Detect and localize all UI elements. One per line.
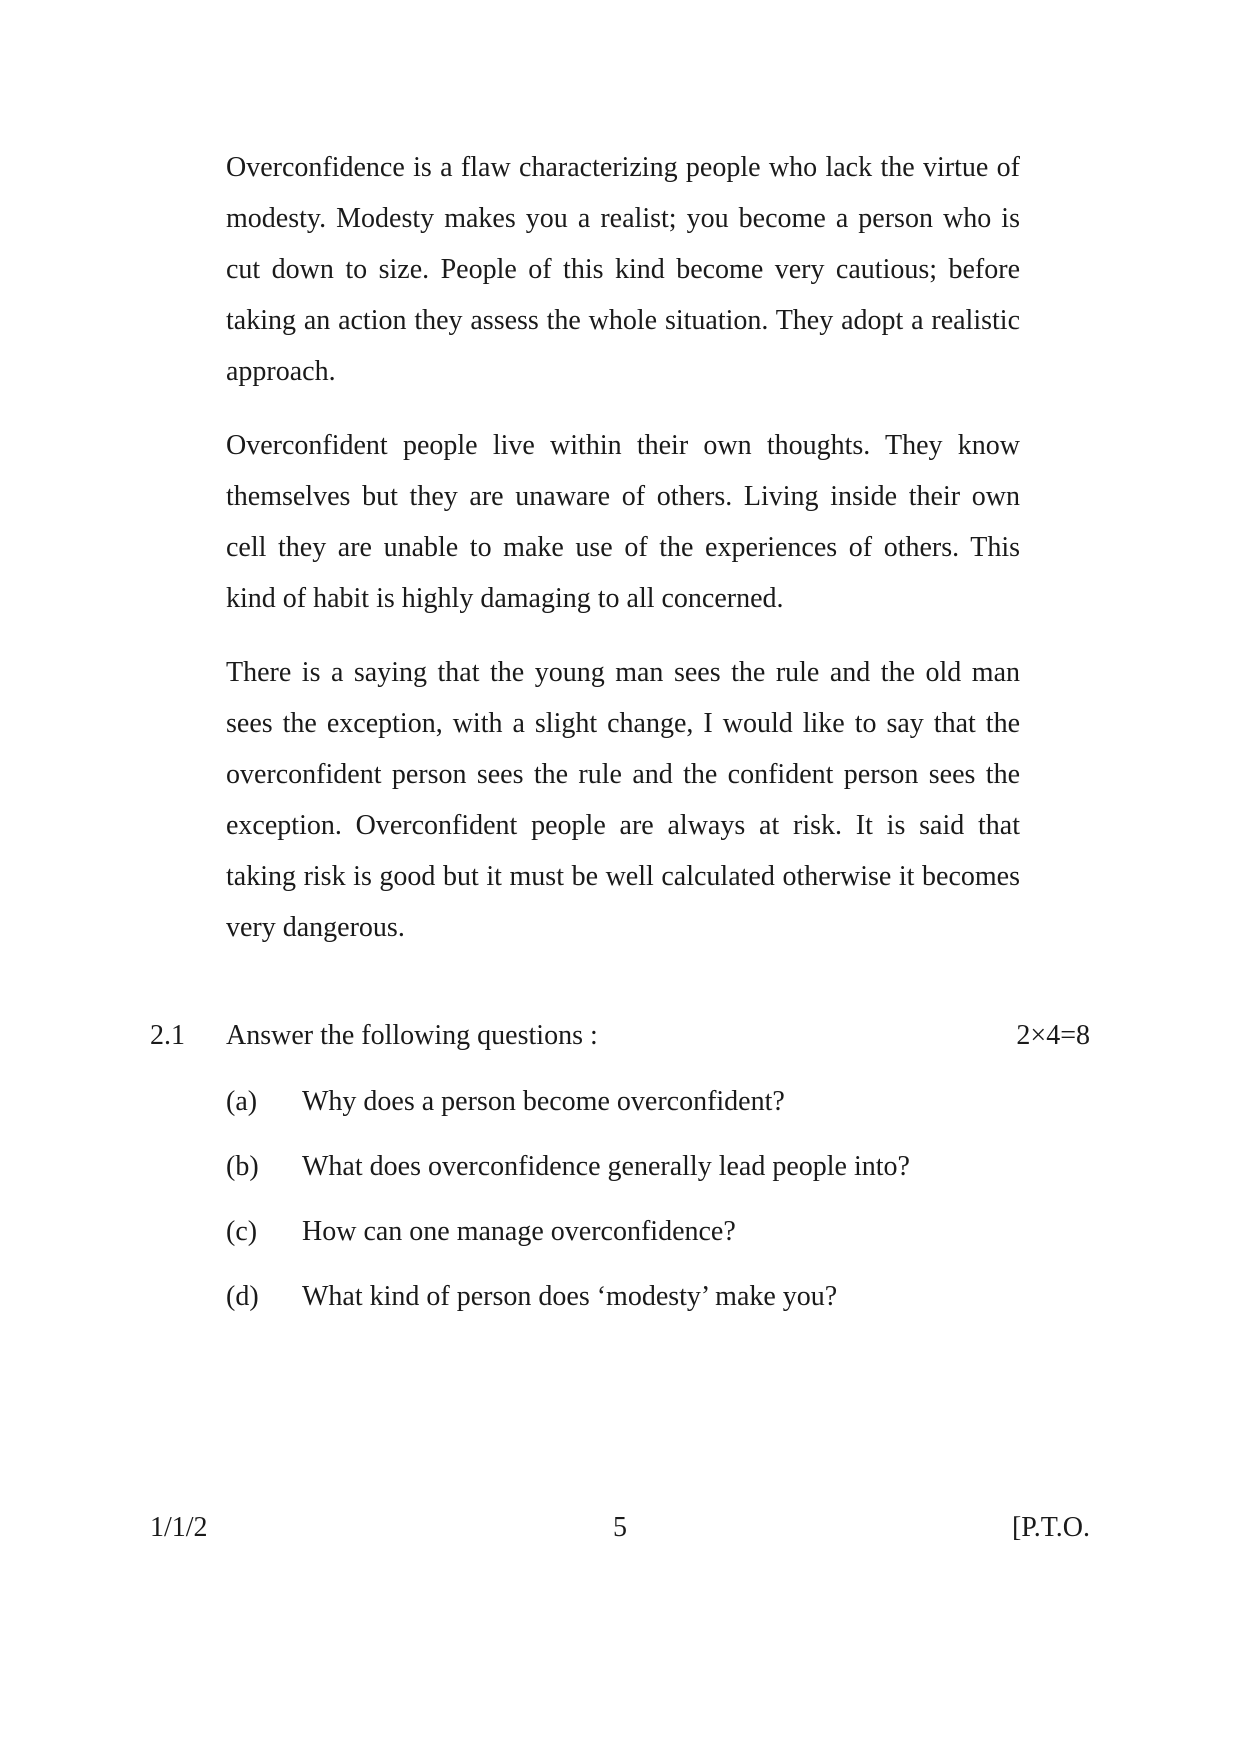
question-header	[150, 1016, 1090, 1056]
sub-question-c	[150, 1212, 1090, 1252]
passage-paragraph-3: There is a saying that the young man sees the rule and the old man sees the exception, with a slight change, I would like to say that the overconfident person sees the rule and the confident person sees the exception. Overconfident people are always at risk. It is said that taking risk is good but it must be well calculated otherwise it becomes very dangerous.	[226, 657, 1020, 943]
sub-question-b	[150, 1147, 1090, 1187]
question-instruction: Answer the following questions :	[226, 1020, 598, 1051]
sub-question-d	[150, 1277, 1090, 1317]
sub-question-label: (d)	[226, 1281, 259, 1312]
sub-question-label: (b)	[226, 1151, 259, 1182]
page-footer	[150, 1508, 1090, 1548]
paper-code: 1/1/2	[150, 1512, 208, 1543]
sub-question-text: How can one manage overconfidence?	[302, 1216, 736, 1247]
sub-question-list	[150, 1082, 1090, 1317]
reading-passage	[226, 142, 1020, 976]
question-number: 2.1	[150, 1020, 185, 1051]
sub-question-text: What kind of person does ‘modesty’ make you?	[302, 1281, 838, 1312]
passage-paragraph-2: Overconfident people live within their own thoughts. They know themselves but they are unaware of others. Living inside their own cell they are unable to make use of the experiences of others. This kind of habit is highly damaging to all concerned.	[226, 430, 1020, 614]
sub-question-label: (c)	[226, 1216, 258, 1247]
question-marks: 2×4=8	[1016, 1020, 1090, 1051]
sub-question-label: (a)	[226, 1086, 258, 1117]
please-turn-over: [P.T.O.	[1011, 1512, 1090, 1543]
sub-question-text: Why does a person become overconfident?	[302, 1086, 785, 1117]
question-section	[150, 1016, 1090, 1342]
passage-paragraph-1: Overconfidence is a flaw characterizing people who lack the virtue of modesty. Modesty makes you a realist; you become a person who is cut down to size. People of this kind become very cautious; before taking an action they assess the whole situation. They adopt a realistic approach.	[226, 152, 1020, 387]
sub-question-text: What does overconfidence generally lead people into?	[302, 1151, 910, 1182]
page-number: 5	[613, 1512, 627, 1543]
sub-question-a	[150, 1082, 1090, 1122]
